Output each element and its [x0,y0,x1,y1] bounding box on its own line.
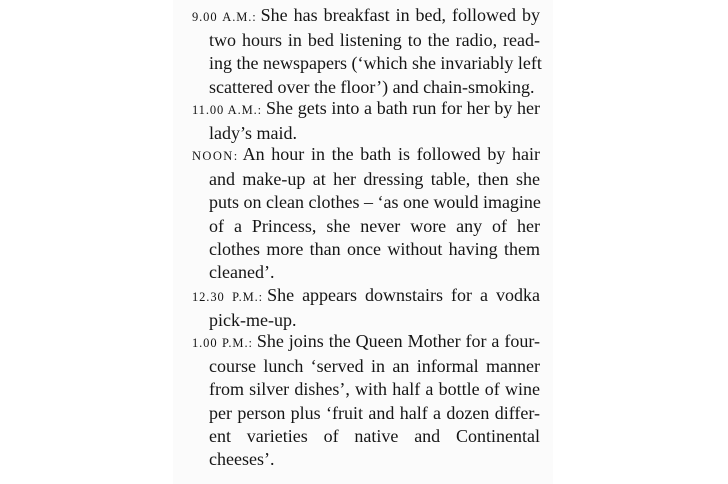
entry-first-line [192,97,540,122]
entry-text-line: ent varieties of native and Continental [209,425,540,446]
entry-text-line: of a Princess, she never wore any of her [209,215,540,236]
entry-text-line: course lunch ‘served in an informal manner [209,356,540,377]
entry-text-line: cleaned’. [209,262,275,283]
schedule-entry-noon [192,143,540,284]
schedule-entry-0900 [192,4,540,99]
entry-text-line: pick-me-up. [209,310,297,331]
schedule-entry-1230 [192,284,540,332]
entry-text-line: cheeses’. [209,449,275,470]
entry-text-line: from silver dishes’, with half a bottle of wine [209,379,540,400]
entry-first-line [192,143,540,168]
entry-text-line: and make-up at her dressing table, then she [209,169,540,190]
entry-first-line [192,284,540,309]
entry-text-line: An hour in the bath is followed by hair [242,144,540,164]
entry-text-line: per person plus ‘fruit and half a dozen differ- [209,402,540,423]
entry-text-line: ing the newspapers (‘which she invariably left [209,53,542,74]
entry-first-line [192,330,540,355]
entry-text-line: She joins the Queen Mother for a four- [256,331,540,351]
entry-text-line: She has breakfast in bed, followed by [260,5,540,25]
entry-time: 11.00 A.M.: [192,103,263,117]
entry-time: NOON: [192,149,239,163]
entry-time: 9.00 A.M.: [192,10,257,24]
schedule-entry-1100 [192,97,540,145]
entry-text-line: She appears downstairs for a vodka [267,285,540,305]
entry-time: 1.00 P.M.: [192,336,253,350]
entry-time: 12.30 P.M.: [192,290,264,304]
entry-text-line: clothes more than once without having them [209,238,540,259]
entry-text-line: puts on clean clothes – ‘as one would imagine [209,192,541,213]
schedule-entry-1300 [192,330,540,471]
entry-text-line: scattered over the floor’) and chain-smoking. [209,76,535,97]
entry-text-line: She gets into a bath run for her by her [266,98,540,118]
entry-text-line: two hours in bed listening to the radio, read- [209,30,540,51]
entry-text-line: lady’s maid. [209,123,297,144]
entry-first-line [192,4,540,29]
